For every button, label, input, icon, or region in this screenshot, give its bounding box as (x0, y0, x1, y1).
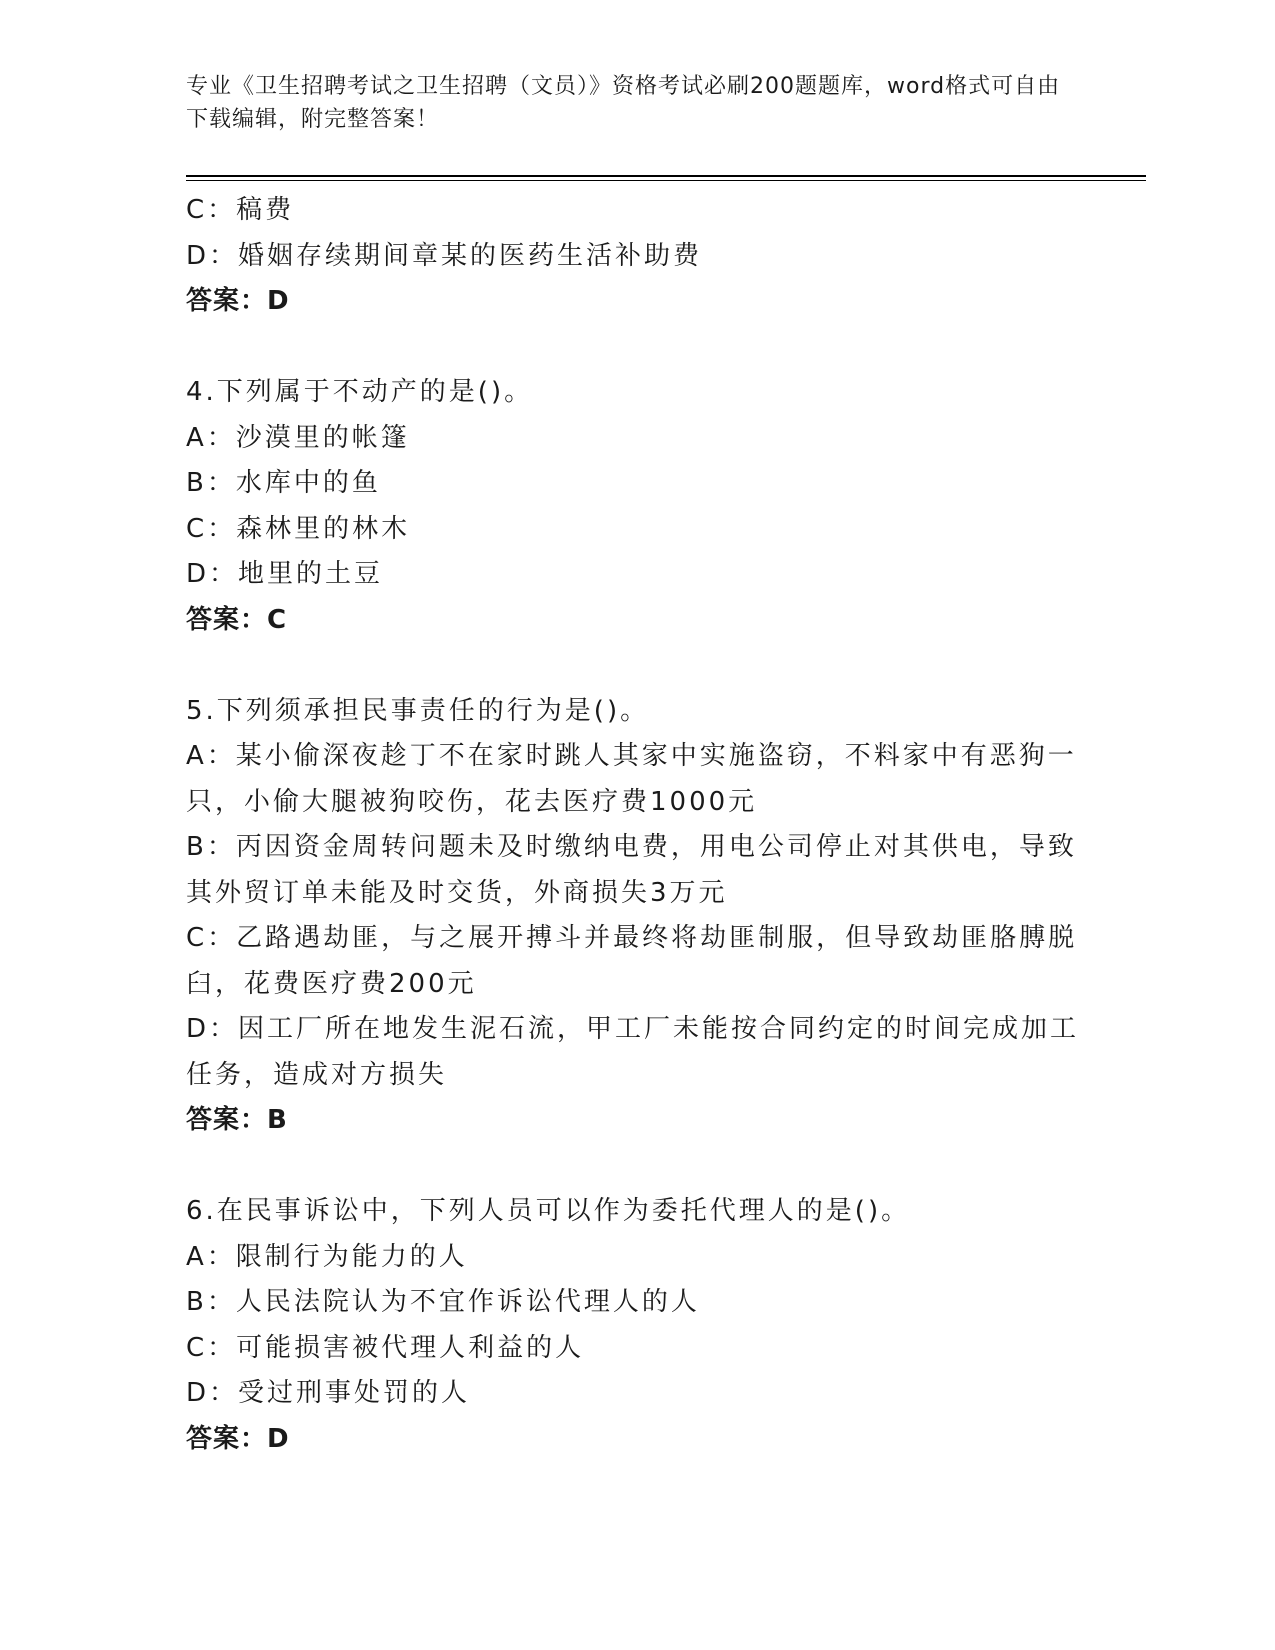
option-a: A：沙漠里的帐篷 (186, 422, 410, 453)
question-list (186, 188, 1086, 1462)
answer-line: 答案：D (186, 286, 290, 316)
answer-line: 答案：B (186, 1105, 288, 1135)
option-b: B：丙因资金周转问题未及时缴纳电费，用电公司停止对其供电，导致其外贸订单未能及时交货，外商损失3万元 (186, 832, 1077, 908)
option-b: B：人民法院认为不宜作诉讼代理人的人 (186, 1287, 700, 1317)
header-divider-thin (186, 180, 1146, 181)
option-a: A：某小偷深夜趁丁不在家时跳人其家中实施盗窃，不料家中有恶狗一只，小偷大腿被狗咬伤，花去医疗费1000元 (186, 741, 1077, 817)
option-d: D：受过刑事处罚的人 (186, 1378, 471, 1408)
option-d: D：地里的土豆 (186, 559, 384, 589)
option-c: C：稿费 (186, 195, 295, 225)
option-c: C：森林里的林木 (186, 513, 411, 544)
option-b: B：水库中的鱼 (186, 468, 381, 498)
question-block-5 (186, 689, 1086, 1144)
question-text: 5.下列须承担民事责任的行为是()。 (186, 695, 650, 726)
spacer (186, 643, 1086, 689)
question-text: 4.下列属于不动产的是()。 (186, 377, 534, 407)
question-text: 6.在民事诉讼中，下列人员可以作为委托代理人的是()。 (186, 1196, 911, 1226)
answer-line: 答案：C (186, 604, 288, 635)
question-block-continued (186, 188, 1086, 325)
spacer (186, 1144, 1086, 1190)
document-header-title: 专业《卫生招聘考试之卫生招聘（文员）》资格考试必刷200题题库，word格式可自由下载编辑，附完整答案！ (186, 74, 1061, 132)
option-d: D：因工厂所在地发生泥石流，甲工厂未能按合同约定的时间完成加工任务，造成对方损失 (186, 1014, 1080, 1090)
question-block-4 (186, 370, 1086, 643)
option-a: A：限制行为能力的人 (186, 1241, 468, 1272)
option-c: C：可能损害被代理人利益的人 (186, 1332, 585, 1363)
option-d: D：婚姻存续期间章某的医药生活补助费 (186, 240, 703, 271)
header-divider-thick (186, 175, 1146, 177)
question-block-6 (186, 1189, 1086, 1462)
answer-line: 答案：D (186, 1423, 290, 1454)
option-c: C：乙路遇劫匪，与之展开搏斗并最终将劫匪制服，但导致劫匪胳膊脱臼，花费医疗费200元 (186, 923, 1078, 999)
spacer (186, 325, 1086, 371)
